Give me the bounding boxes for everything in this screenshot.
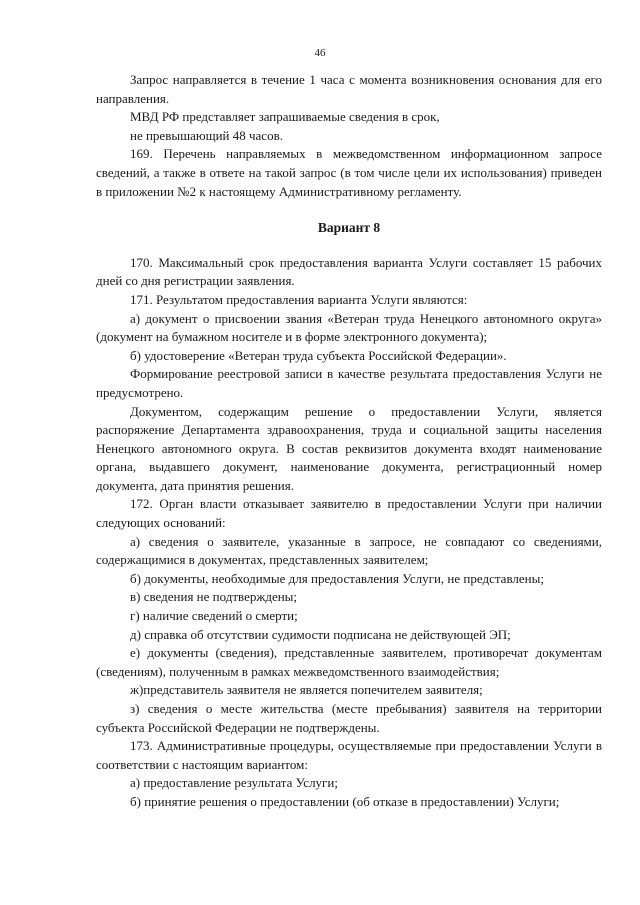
page-number: 46 — [314, 47, 326, 59]
paragraph: в) сведения не подтверждены; — [130, 589, 298, 605]
paragraph: б) документы, необходимые для предоставления Услуги, не представлены; — [130, 570, 544, 586]
section-heading: Вариант 8 — [317, 220, 381, 236]
paragraph: д) справка об отсутствии судимости подписана не действующей ЭП; — [130, 626, 511, 642]
paragraph: ж)представитель заявителя не является попечителем заявителя; — [130, 682, 483, 698]
paragraph: г) наличие сведений о смерти; — [130, 608, 298, 624]
paragraph: 173. Административные процедуры, осуществляемые при предоставлении Услуги в соответствии с настоящим вариантом: — [96, 738, 602, 772]
paragraph: б) принятие решения о предоставлении (об отказе в предоставлении) Услуги; — [130, 793, 560, 809]
paragraph: 169. Перечень направляемых в межведомственном информационном запросе сведений, а также в ответе на такой запрос (в том числе цели их использования) приведен в приложении №2 к настоящему Административному регламенту. — [96, 146, 602, 199]
paragraph: а) документ о присвоении звания «Ветеран труда Ненецкого автономного округа» (документ на бумажном носителе и в форме электронного документа); — [96, 310, 602, 345]
paragraph: МВД РФ представляет запрашиваемые сведения в срок, — [130, 109, 440, 125]
paragraph: 172. Орган власти отказывает заявителю в предоставлении Услуги при наличии следующих оснований: — [96, 496, 602, 531]
paragraph: не превышающий 48 часов. — [130, 127, 283, 143]
paragraph: 171. Результатом предоставления варианта Услуги являются: — [130, 291, 468, 307]
paragraph: е) документы (сведения), представленные заявителем, противоречат документам (сведениям), полученным в рамках межведомственного взаимодействия; — [96, 645, 602, 679]
paragraph: Формирование реестровой записи в качестве результата предоставления Услуги не предусмотрено. — [96, 366, 602, 400]
paragraph: а) сведения о заявителе, указанные в запросе, не совпадают со сведениями, содержащимися в документах, представленных заявителем; — [96, 533, 602, 568]
paragraph: Запрос направляется в течение 1 часа с момента возникновения основания для его направления. — [96, 72, 602, 106]
document-body — [96, 71, 602, 812]
paragraph: а) предоставление результата Услуги; — [130, 775, 338, 791]
paragraph: Документом, содержащим решение о предоставлении Услуги, является распоряжение Департамента здравоохранения, труда и социальной защиты населения Ненецкого автономного округа. В состав реквизитов документа входят наименование органа, выдавшего документ, наименование документа, регистрационный номер документа, дата принятия решения. — [96, 403, 602, 493]
paragraph: б) удостоверение «Ветеран труда субъекта Российской Федерации». — [130, 347, 507, 363]
paragraph: з) сведения о месте жительства (месте пребывания) заявителя на территории субъекта Российской Федерации не подтверждены. — [96, 701, 602, 735]
paragraph: 170. Максимальный срок предоставления варианта Услуги составляет 15 рабочих дней со дня регистрации заявления. — [96, 254, 602, 289]
